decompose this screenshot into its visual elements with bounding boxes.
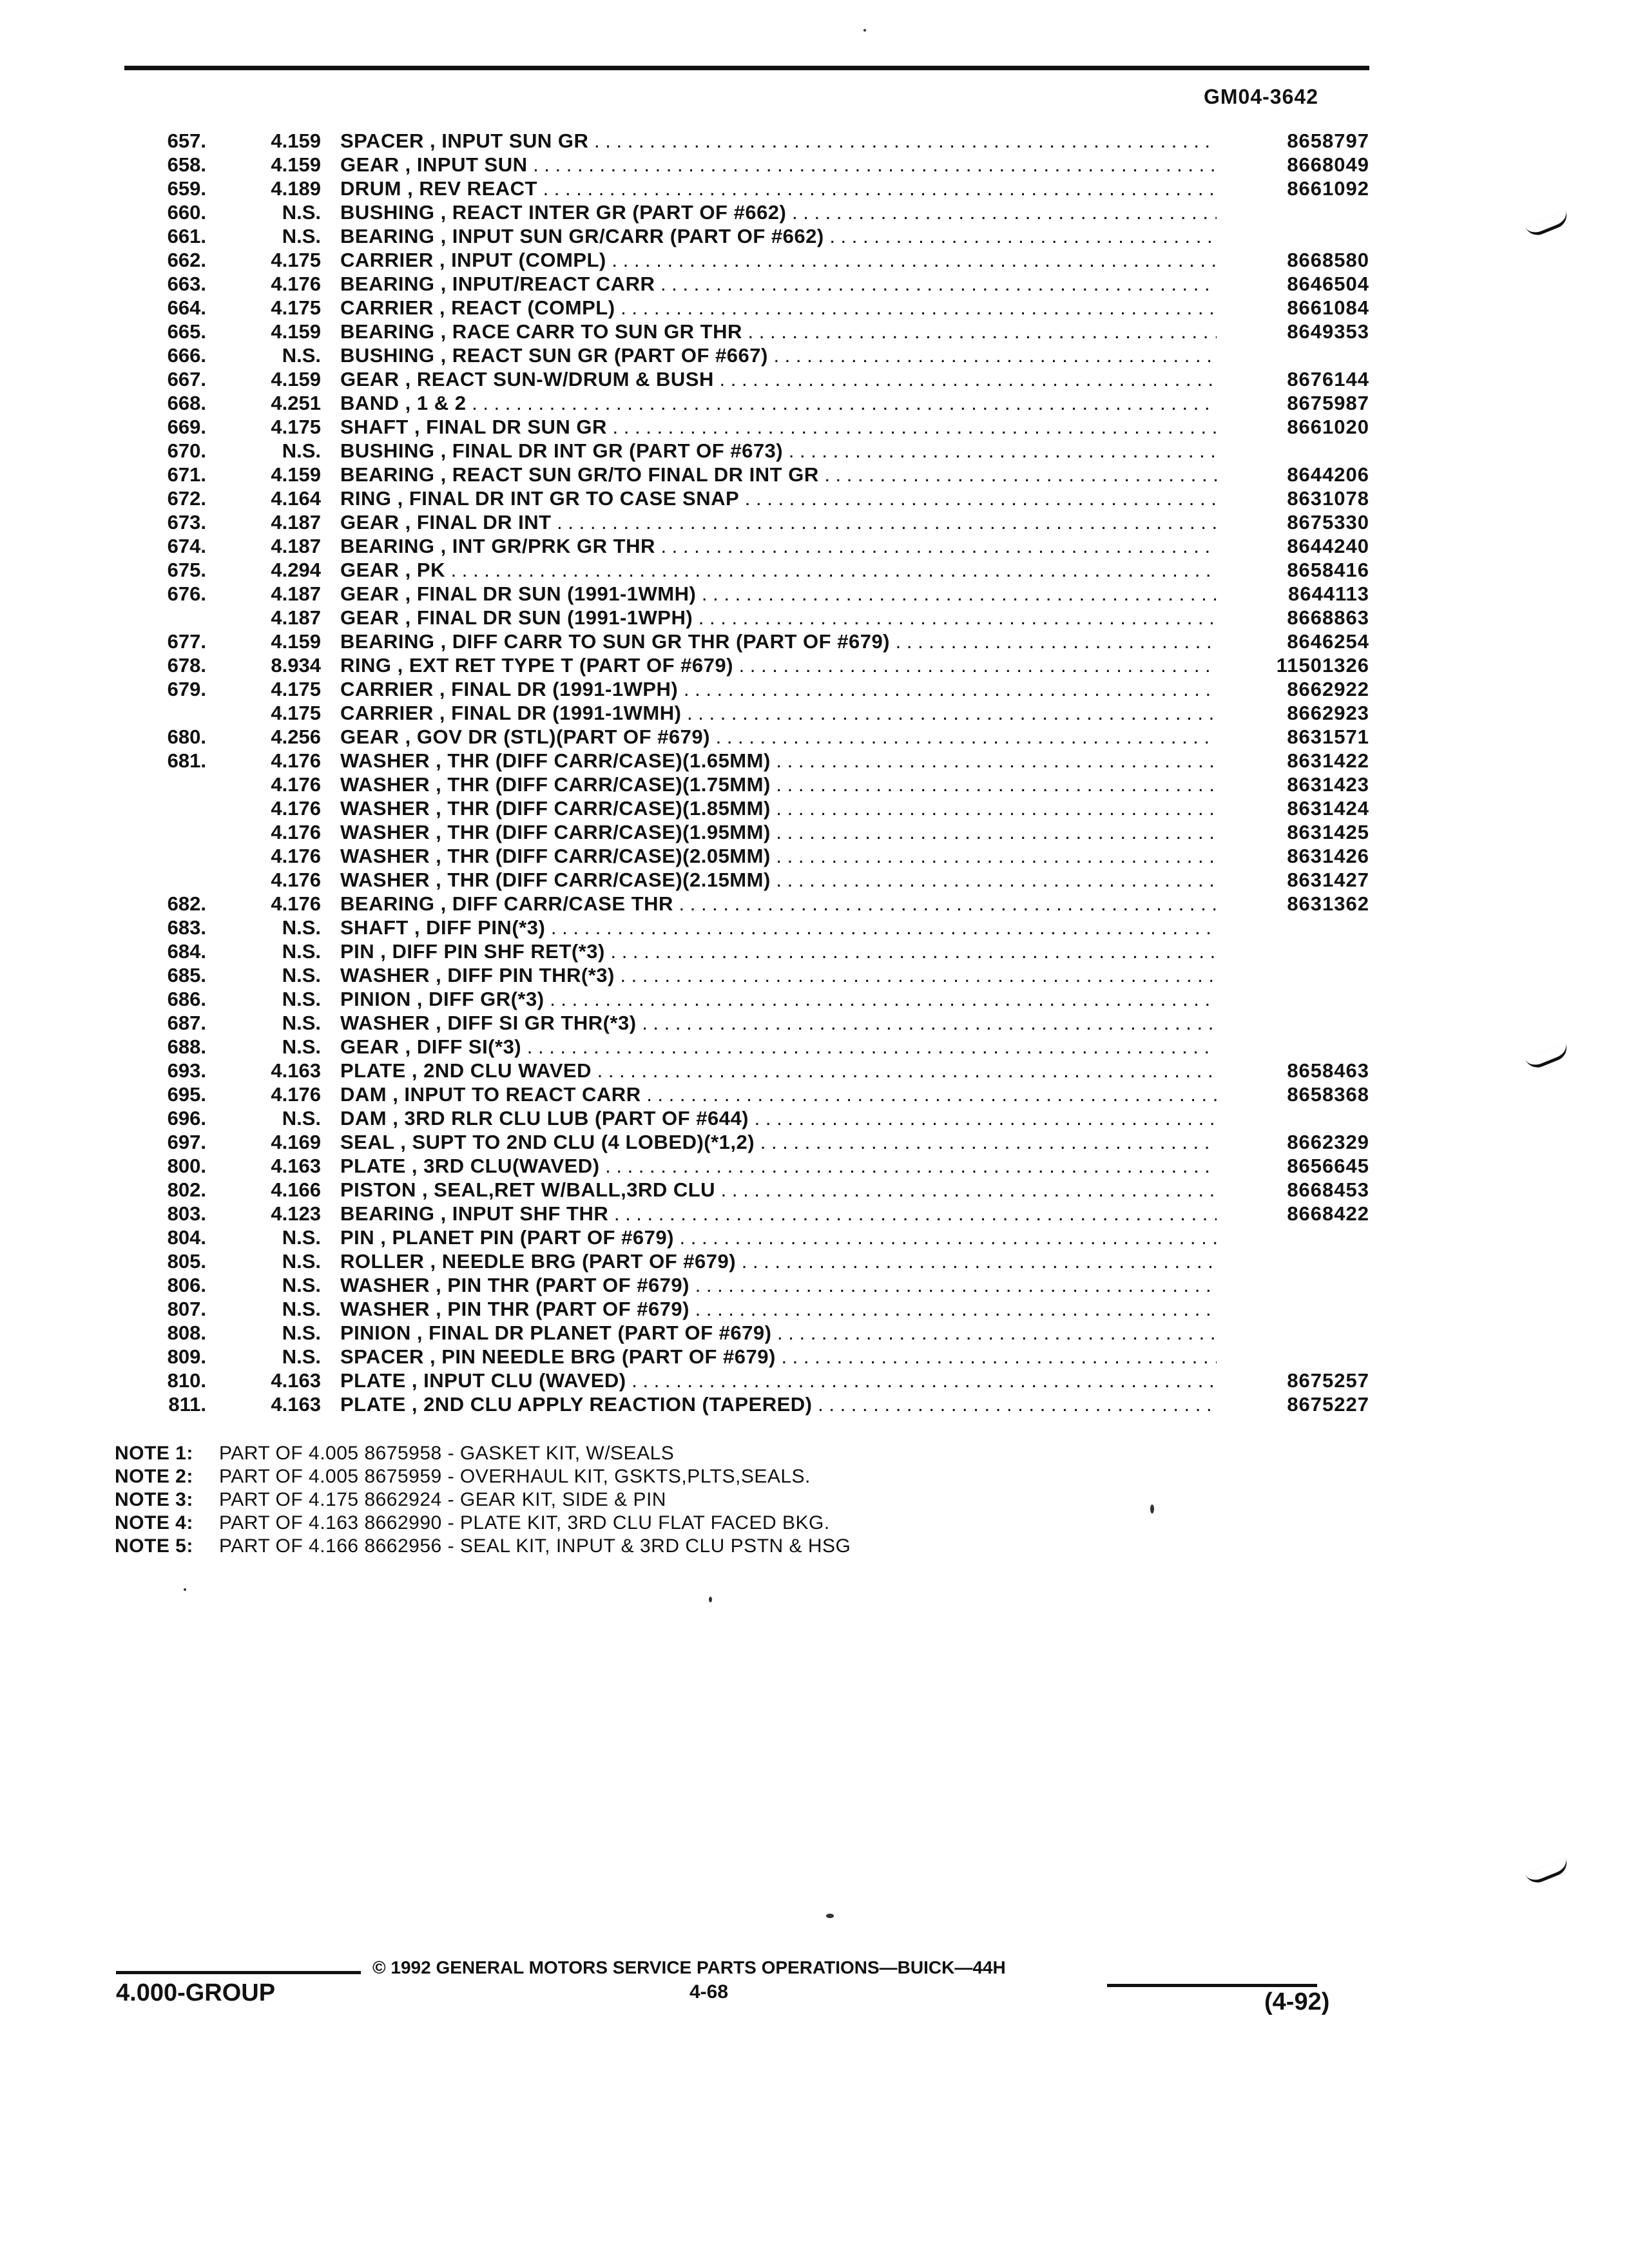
part-number: 8675257 (1287, 1369, 1369, 1392)
part-row (0, 653, 1629, 677)
part-description: GEAR , REACT SUN-W/DRUM & BUSH . . . (340, 367, 1217, 391)
part-group: N.S. (282, 1298, 321, 1320)
part-group: 4.164 (271, 487, 321, 510)
page-number: 4-68 (689, 1981, 729, 2003)
part-ref-number: 664. (167, 296, 206, 319)
part-description: PLATE , 2ND CLU APPLY REACTION (TAPERED) . . . (340, 1392, 1217, 1416)
part-description: BEARING , RACE CARR TO SUN GR THR . . . (340, 320, 1217, 343)
part-number: 8631424 (1287, 797, 1369, 820)
part-description: BEARING , REACT SUN GR/TO FINAL DR INT GR . . . (340, 463, 1217, 486)
part-description: BEARING , INPUT SHF THR . . . (340, 1202, 1217, 1225)
footer-rule-left (116, 1971, 361, 1974)
part-group: 4.159 (271, 368, 321, 390)
binder-punch-mark (1525, 1858, 1571, 1887)
part-row (0, 296, 1629, 320)
part-description: PISTON , SEAL,RET W/BALL,3RD CLU . . . (340, 1178, 1217, 1202)
part-row (0, 320, 1629, 343)
note-line (115, 1442, 851, 1465)
part-row (0, 1011, 1629, 1035)
part-ref-number: 686. (167, 988, 206, 1010)
part-group: N.S. (282, 1345, 321, 1368)
part-group: 4.163 (271, 1059, 321, 1082)
part-group: N.S. (282, 1250, 321, 1273)
part-row (0, 1297, 1629, 1321)
note-text: PART OF 4.175 8662924 - GEAR KIT, SIDE & PIN (219, 1489, 666, 1510)
part-description: BUSHING , FINAL DR INT GR (PART OF #673) . . . (340, 439, 1217, 463)
part-ref-number: 806. (167, 1274, 206, 1296)
part-ref-number: 674. (167, 535, 206, 557)
part-ref-number: 665. (167, 320, 206, 343)
part-ref-number: 658. (167, 153, 206, 176)
part-number: 8644113 (1288, 582, 1369, 605)
part-number: 8631571 (1287, 726, 1369, 748)
note-label: NOTE 5: (115, 1535, 193, 1557)
note-line (115, 1535, 851, 1558)
part-number: 8649353 (1287, 320, 1369, 343)
scan-speck (184, 1588, 186, 1591)
part-description: PLATE , INPUT CLU (WAVED) . . . (340, 1369, 1217, 1392)
part-row (0, 200, 1629, 224)
note-label: NOTE 2: (115, 1466, 193, 1487)
part-description: WASHER , THR (DIFF CARR/CASE)(1.65MM) . . . (340, 749, 1217, 773)
part-row (0, 868, 1629, 892)
part-group: 4.176 (271, 273, 321, 295)
part-group: N.S. (282, 964, 321, 986)
notes-section (115, 1442, 851, 1558)
part-description: GEAR , FINAL DR SUN (1991-1WMH) . . . (340, 582, 1217, 606)
part-number: 8668863 (1287, 606, 1369, 629)
part-row (0, 629, 1629, 653)
part-number: 8631427 (1287, 869, 1369, 891)
part-ref-number: 682. (167, 892, 206, 915)
part-group: 4.176 (271, 869, 321, 891)
part-group: N.S. (282, 439, 321, 462)
part-ref-number: 660. (167, 201, 206, 224)
part-number: 8668453 (1287, 1178, 1369, 1201)
part-group: 4.169 (271, 1131, 321, 1153)
part-number: 11501326 (1276, 654, 1369, 677)
part-ref-number: 667. (167, 368, 206, 390)
part-row (0, 1178, 1629, 1202)
part-group: N.S. (282, 988, 321, 1010)
note-text: PART OF 4.163 8662990 - PLATE KIT, 3RD CLU FLAT FACED BKG. (219, 1512, 830, 1533)
part-row (0, 463, 1629, 486)
part-row (0, 272, 1629, 296)
part-group: N.S. (282, 916, 321, 939)
part-row (0, 1369, 1629, 1392)
part-group: 4.256 (271, 726, 321, 748)
part-description: CARRIER , FINAL DR (1991-1WMH) . . . (340, 701, 1217, 725)
part-description: DAM , INPUT TO REACT CARR . . . (340, 1082, 1217, 1106)
part-number: 8668049 (1287, 153, 1369, 176)
part-row (0, 773, 1629, 796)
part-description: GEAR , GOV DR (STL)(PART OF #679) . . . (340, 725, 1217, 749)
part-ref-number: 696. (167, 1107, 206, 1129)
part-row (0, 916, 1629, 939)
part-ref-number: 680. (167, 726, 206, 748)
part-description: SHAFT , FINAL DR SUN GR . . . (340, 415, 1217, 439)
part-ref-number: 662. (167, 249, 206, 271)
part-number: 8631423 (1287, 773, 1369, 796)
part-group: 4.175 (271, 296, 321, 319)
part-description: BEARING , INT GR/PRK GR THR . . . (340, 534, 1217, 558)
part-description: DAM , 3RD RLR CLU LUB (PART OF #644) . . . (340, 1106, 1217, 1130)
part-ref-number: 669. (167, 416, 206, 438)
part-row (0, 153, 1629, 177)
part-ref-number: 668. (167, 392, 206, 414)
part-description: CARRIER , INPUT (COMPL) . . . (340, 248, 1217, 272)
part-group: 4.251 (271, 392, 321, 414)
note-label: NOTE 3: (115, 1489, 193, 1510)
part-ref-number: 672. (167, 487, 206, 510)
part-number: 8676144 (1287, 368, 1369, 390)
part-row (0, 1154, 1629, 1178)
part-group: 4.159 (271, 630, 321, 653)
part-ref-number: 802. (167, 1178, 206, 1201)
part-group: N.S. (282, 1012, 321, 1034)
part-number: 8662922 (1287, 678, 1369, 700)
part-row (0, 725, 1629, 749)
part-number: 8658797 (1287, 130, 1369, 152)
part-description: BUSHING , REACT SUN GR (PART OF #667) . . . (340, 343, 1217, 367)
part-ref-number: 683. (167, 916, 206, 939)
part-row (0, 1059, 1629, 1082)
part-number: 8662923 (1287, 702, 1369, 724)
part-row (0, 796, 1629, 820)
part-description: WASHER , DIFF SI GR THR(*3) . . . (340, 1011, 1217, 1035)
part-group: 4.187 (271, 535, 321, 557)
part-row (0, 892, 1629, 916)
parts-list (0, 129, 1629, 1416)
part-group: 4.123 (271, 1202, 321, 1225)
note-line (115, 1488, 851, 1512)
part-group: N.S. (282, 1274, 321, 1296)
part-row (0, 1202, 1629, 1225)
part-description: DRUM , REV REACT . . . (340, 177, 1217, 200)
part-group: 4.176 (271, 892, 321, 915)
part-group: N.S. (282, 1035, 321, 1058)
part-description: WASHER , PIN THR (PART OF #679) . . . (340, 1297, 1217, 1321)
part-ref-number: 676. (167, 582, 206, 605)
scan-speck (709, 1597, 712, 1602)
part-group: N.S. (282, 1226, 321, 1249)
part-row (0, 1321, 1629, 1345)
part-row (0, 439, 1629, 463)
part-number: 8644240 (1287, 535, 1369, 557)
part-row (0, 391, 1629, 415)
part-number: 8661084 (1287, 296, 1369, 319)
part-ref-number: 685. (167, 964, 206, 986)
part-group: 4.176 (271, 845, 321, 867)
part-number: 8675330 (1287, 511, 1369, 533)
part-description: WASHER , DIFF PIN THR(*3) . . . (340, 963, 1217, 987)
part-ref-number: 800. (167, 1155, 206, 1177)
part-description: PLATE , 3RD CLU(WAVED) . . . (340, 1154, 1217, 1178)
part-ref-number: 684. (167, 940, 206, 963)
part-group: N.S. (282, 344, 321, 367)
part-row (0, 1035, 1629, 1059)
part-group: 4.187 (271, 511, 321, 533)
part-group: N.S. (282, 940, 321, 963)
part-group: 4.175 (271, 249, 321, 271)
part-description: WASHER , THR (DIFF CARR/CASE)(1.75MM) . . . (340, 773, 1217, 796)
part-ref-number: 679. (167, 678, 206, 700)
part-description: SPACER , INPUT SUN GR . . . (340, 129, 1217, 153)
part-description: WASHER , THR (DIFF CARR/CASE)(1.85MM) . . . (340, 796, 1217, 820)
part-row (0, 939, 1629, 963)
part-row (0, 415, 1629, 439)
part-ref-number: 659. (167, 177, 206, 200)
part-group: N.S. (282, 201, 321, 224)
part-row (0, 1225, 1629, 1249)
part-number: 8668580 (1287, 249, 1369, 271)
part-description: WASHER , THR (DIFF CARR/CASE)(1.95MM) . . . (340, 820, 1217, 844)
part-number: 8661092 (1287, 177, 1369, 200)
part-ref-number: 678. (167, 654, 206, 677)
part-ref-number: 663. (167, 273, 206, 295)
part-number: 8675987 (1287, 392, 1369, 414)
part-ref-number: 805. (167, 1250, 206, 1273)
part-row (0, 1392, 1629, 1416)
part-ref-number: 697. (167, 1131, 206, 1153)
part-description: PLATE , 2ND CLU WAVED . . . (340, 1059, 1217, 1082)
note-text: PART OF 4.166 8662956 - SEAL KIT, INPUT & 3RD CLU PSTN & HSG (219, 1535, 851, 1557)
part-ref-number: 808. (167, 1321, 206, 1344)
part-description: BEARING , DIFF CARR/CASE THR . . . (340, 892, 1217, 916)
part-number: 8662329 (1287, 1131, 1369, 1153)
top-rule (124, 66, 1369, 70)
note-text: PART OF 4.005 8675959 - OVERHAUL KIT, GSKTS,PLTS,SEALS. (219, 1466, 811, 1487)
part-description: PIN , DIFF PIN SHF RET(*3) . . . (340, 939, 1217, 963)
part-row (0, 963, 1629, 987)
part-row (0, 177, 1629, 200)
part-group: 4.159 (271, 463, 321, 486)
part-group: 4.159 (271, 320, 321, 343)
part-ref-number: 671. (167, 463, 206, 486)
scan-speck (826, 1914, 834, 1918)
part-ref-number: 688. (167, 1035, 206, 1058)
part-ref-number: 810. (167, 1369, 206, 1392)
part-group: 4.163 (271, 1155, 321, 1177)
part-ref-number: 687. (167, 1012, 206, 1034)
part-row (0, 224, 1629, 248)
part-ref-number: 804. (167, 1226, 206, 1249)
part-description: GEAR , FINAL DR INT . . . (340, 510, 1217, 534)
part-group: 4.187 (271, 582, 321, 605)
part-description: GEAR , PK . . . (340, 558, 1217, 582)
part-number: 8631362 (1287, 892, 1369, 915)
part-ref-number: 661. (167, 225, 206, 247)
part-number: 8631425 (1287, 821, 1369, 843)
part-row (0, 367, 1629, 391)
part-group: 4.159 (271, 130, 321, 152)
part-number: 8631078 (1287, 487, 1369, 510)
part-description: WASHER , THR (DIFF CARR/CASE)(2.05MM) . . . (340, 844, 1217, 868)
document-id: GM04-3642 (1204, 85, 1318, 108)
part-number: 8661020 (1287, 416, 1369, 438)
part-ref-number: 803. (167, 1202, 206, 1225)
part-row (0, 1249, 1629, 1273)
copyright-line: © 1992 GENERAL MOTORS SERVICE PARTS OPERATIONS—BUICK—44H (372, 1957, 1006, 1977)
part-description: PINION , FINAL DR PLANET (PART OF #679) . . . (340, 1321, 1217, 1345)
part-group: 4.166 (271, 1178, 321, 1201)
part-description: SPACER , PIN NEEDLE BRG (PART OF #679) . . . (340, 1345, 1217, 1369)
part-description: WASHER , PIN THR (PART OF #679) . . . (340, 1273, 1217, 1297)
part-row (0, 558, 1629, 582)
part-description: BEARING , INPUT SUN GR/CARR (PART OF #662) . . . (340, 224, 1217, 248)
part-description: BUSHING , REACT INTER GR (PART OF #662) . . . (340, 200, 1217, 224)
part-number: 8658416 (1287, 559, 1369, 581)
part-row (0, 1273, 1629, 1297)
part-description: PINION , DIFF GR(*3) . . . (340, 987, 1217, 1011)
part-row (0, 677, 1629, 701)
part-group: 4.175 (271, 416, 321, 438)
group-label: 4.000-GROUP (116, 1979, 276, 2006)
part-row (0, 1106, 1629, 1130)
part-group: 4.176 (271, 797, 321, 820)
part-ref-number: 673. (167, 511, 206, 533)
part-ref-number: 809. (167, 1345, 206, 1368)
part-group: 4.176 (271, 1083, 321, 1106)
part-number: 8658463 (1287, 1059, 1369, 1082)
part-description: SHAFT , DIFF PIN(*3) . . . (340, 916, 1217, 939)
part-group: 4.163 (271, 1369, 321, 1392)
part-row (0, 749, 1629, 773)
part-row (0, 534, 1629, 558)
part-description: GEAR , DIFF SI(*3) . . . (340, 1035, 1217, 1059)
part-row (0, 1130, 1629, 1154)
part-description: RING , FINAL DR INT GR TO CASE SNAP . . . (340, 486, 1217, 510)
part-number: 8644206 (1287, 463, 1369, 486)
part-group: 4.175 (271, 678, 321, 700)
part-description: BEARING , DIFF CARR TO SUN GR THR (PART OF #679) . . . (340, 629, 1217, 653)
part-row (0, 987, 1629, 1011)
part-row (0, 820, 1629, 844)
part-number: 8675227 (1287, 1393, 1369, 1416)
part-group: 4.163 (271, 1393, 321, 1416)
part-description: GEAR , INPUT SUN . . . (340, 153, 1217, 177)
part-group: 4.159 (271, 153, 321, 176)
scan-speck (863, 29, 866, 32)
part-group: 8.934 (271, 654, 321, 677)
part-group: N.S. (282, 1107, 321, 1129)
part-number: 8631426 (1287, 845, 1369, 867)
part-group: N.S. (282, 1321, 321, 1344)
part-row (0, 1082, 1629, 1106)
part-group: 4.187 (271, 606, 321, 629)
part-ref-number: 675. (167, 559, 206, 581)
part-ref-number: 695. (167, 1083, 206, 1106)
part-row (0, 486, 1629, 510)
scan-speck (1150, 1504, 1154, 1514)
part-group: N.S. (282, 225, 321, 247)
note-line (115, 1465, 851, 1488)
part-number: 8646504 (1287, 273, 1369, 295)
part-description: CARRIER , FINAL DR (1991-1WPH) . . . (340, 677, 1217, 701)
part-row (0, 129, 1629, 153)
note-text: PART OF 4.005 8675958 - GASKET KIT, W/SEALS (219, 1443, 675, 1464)
footer-rule-right (1107, 1984, 1317, 1987)
part-description: SEAL , SUPT TO 2ND CLU (4 LOBED)(*1,2) . . . (340, 1130, 1217, 1154)
part-group: 4.175 (271, 702, 321, 724)
part-number: 8646254 (1287, 630, 1369, 653)
part-ref-number: 807. (167, 1298, 206, 1320)
part-row (0, 701, 1629, 725)
part-number: 8658368 (1287, 1083, 1369, 1106)
part-description: ROLLER , NEEDLE BRG (PART OF #679) . . . (340, 1249, 1217, 1273)
part-row (0, 343, 1629, 367)
part-description: RING , EXT RET TYPE T (PART OF #679) . . . (340, 653, 1217, 677)
part-ref-number: 670. (167, 439, 206, 462)
part-description: BAND , 1 & 2 . . . (340, 391, 1217, 415)
part-ref-number: 693. (167, 1059, 206, 1082)
part-row (0, 510, 1629, 534)
part-group: 4.176 (271, 773, 321, 796)
part-ref-number: 666. (167, 344, 206, 367)
part-row (0, 248, 1629, 272)
part-row (0, 606, 1629, 629)
part-ref-number: 811. (168, 1393, 206, 1416)
part-row (0, 1345, 1629, 1369)
part-number: 8631422 (1287, 749, 1369, 772)
part-description: PIN , PLANET PIN (PART OF #679) . . . (340, 1225, 1217, 1249)
part-row (0, 844, 1629, 868)
note-line (115, 1512, 851, 1535)
part-ref-number: 681. (167, 749, 206, 772)
part-ref-number: 677. (167, 630, 206, 653)
revision-date: (4-92) (1264, 1988, 1330, 2015)
part-ref-number: 657. (167, 130, 206, 152)
note-label: NOTE 1: (115, 1443, 193, 1464)
part-number: 8656645 (1287, 1155, 1369, 1177)
part-group: 4.294 (271, 559, 321, 581)
part-group: 4.176 (271, 749, 321, 772)
part-number: 8668422 (1287, 1202, 1369, 1225)
part-description: GEAR , FINAL DR SUN (1991-1WPH) . . . (340, 606, 1217, 629)
part-group: 4.176 (271, 821, 321, 843)
part-row (0, 582, 1629, 606)
note-label: NOTE 4: (115, 1512, 193, 1533)
part-group: 4.189 (271, 177, 321, 200)
part-description: CARRIER , REACT (COMPL) . . . (340, 296, 1217, 320)
part-description: WASHER , THR (DIFF CARR/CASE)(2.15MM) . . . (340, 868, 1217, 892)
part-description: BEARING , INPUT/REACT CARR . . . (340, 272, 1217, 296)
